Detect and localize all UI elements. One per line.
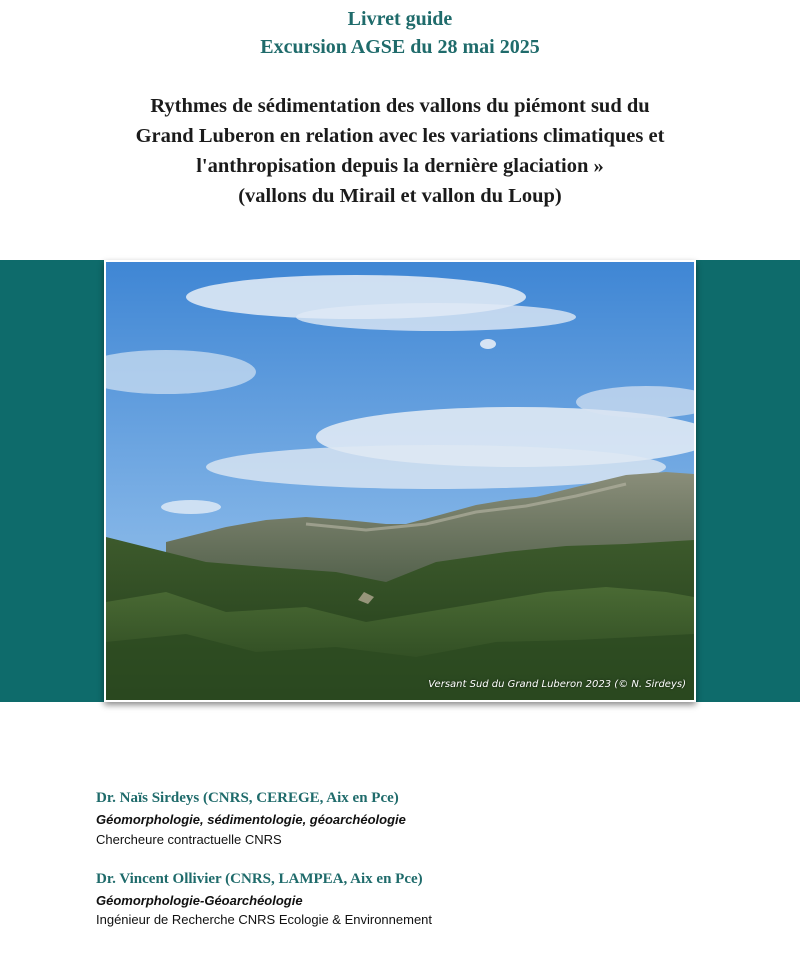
author-field: Géomorphologie, sédimentologie, géoarchéologie: [96, 812, 406, 827]
title-line-1: Rythmes de sédimentation des vallons du piémont sud du: [150, 95, 650, 117]
title-line-2: Grand Luberon en relation avec les variations climatiques et: [135, 125, 665, 147]
landscape-illustration: [106, 262, 694, 700]
excursion-date: Excursion AGSE du 28 mai 2025: [260, 36, 540, 58]
author-field: Géomorphologie-Géoarchéologie: [96, 893, 303, 908]
author-name: Dr. Vincent Ollivier (CNRS, LAMPEA, Aix en Pce): [96, 871, 423, 887]
title-line-4: (vallons du Mirail et vallon du Loup): [238, 185, 562, 207]
author-role: Ingénieur de Recherche CNRS Ecologie & Environnement: [96, 912, 433, 927]
title-line-3: l'anthropisation depuis la dernière glaciation »: [196, 155, 604, 177]
guide-title: Livret guide: [347, 8, 453, 30]
author-name: Dr. Naïs Sirdeys (CNRS, CEREGE, Aix en Pce): [96, 790, 399, 806]
photo-caption: Versant Sud du Grand Luberon 2023 (© N. Sirdeys): [428, 679, 686, 690]
author-role: Chercheure contractuelle CNRS: [96, 832, 282, 847]
landscape-photo: [104, 260, 696, 702]
